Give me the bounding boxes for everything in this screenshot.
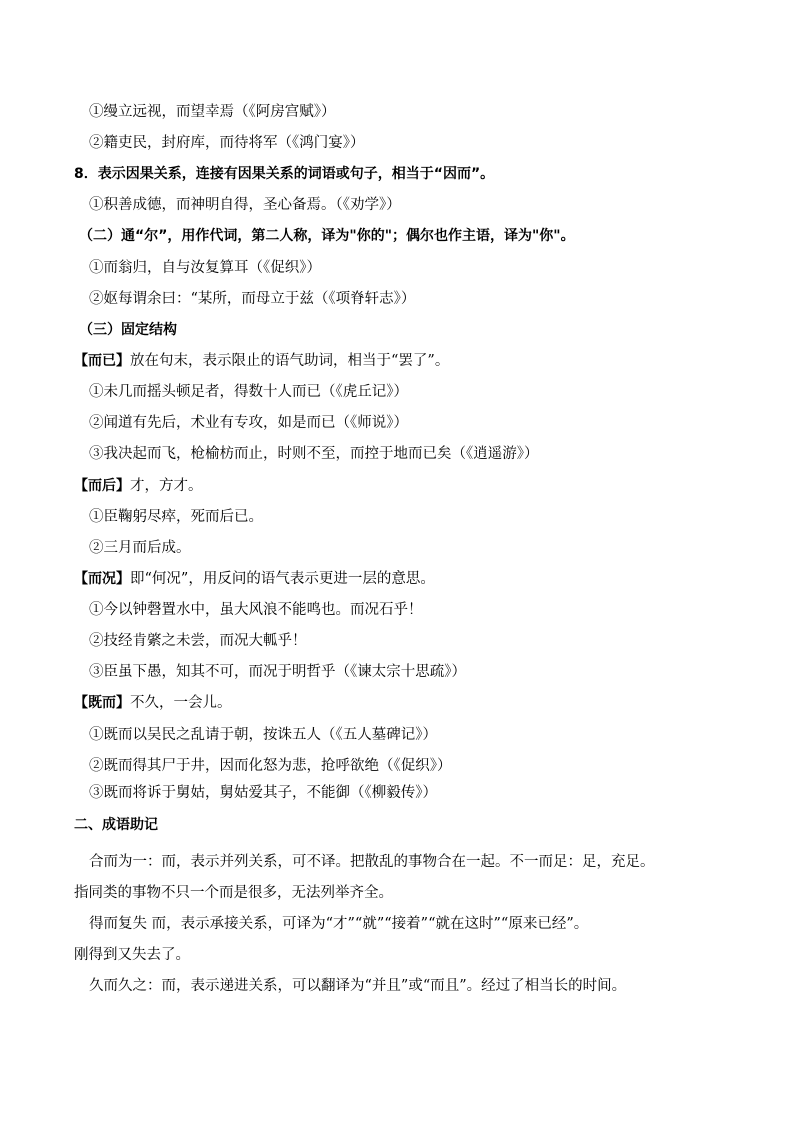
paragraph-line: 指同类的事物不只一个而是很多，无法列举齐全。	[74, 885, 393, 901]
structure-tag: 【而后】	[74, 478, 130, 494]
section-heading: （三）固定结构	[79, 322, 177, 338]
example-line: ③我决起而飞，枪榆枋而止，时则不至，而控于地而已矣（《逍遥游》）	[89, 446, 539, 462]
example-line: ①未几而摇头顿足者，得数十人而已（《虎丘记》）	[89, 384, 408, 400]
paragraph-line: 合而为一：而，表示并列关系，可不译。把散乱的事物合在一起。不一而足：足，充足。	[89, 854, 655, 870]
section-heading: 8．表示因果关系，连接有因果关系的词语或句子，相当于“因而”。	[74, 166, 495, 182]
example-line: ②妪每谓余曰：“某所，而母立于兹（《项脊轩志》）	[89, 291, 416, 307]
example-line: ①缦立远视，而望幸焉（《阿房宫赋》）	[89, 104, 336, 120]
structure-entry	[74, 351, 449, 371]
example-line: ②三月而后成。	[89, 540, 191, 556]
structure-tag: 【而况】	[74, 571, 130, 587]
example-line: ②技经肯綮之未尝，而况大軱乎！	[89, 633, 307, 649]
example-line: ③既而将诉于舅姑，舅姑爱其子，不能御（《柳毅传》）	[89, 785, 437, 801]
example-line: ①积善成德，而神明自得，圣心备焉。（《劝学》）	[89, 197, 401, 213]
example-line: ①既而以吴民之乱请于朝，按诛五人（《五人墓碑记》）	[89, 727, 437, 743]
example-line: ①臣鞠躬尽瘁，死而后已。	[89, 509, 263, 525]
structure-desc: 即“何况”，用反问的语气表示更进一层的意思。	[130, 571, 435, 587]
structure-entry	[74, 476, 203, 496]
structure-tag: 【既而】	[74, 695, 130, 711]
example-line: ①今以钟磬置水中，虽大风浪不能鸣也。而况石乎！	[89, 602, 423, 618]
structure-desc: 才，方才。	[130, 478, 203, 494]
structure-entry	[74, 693, 232, 713]
example-line: ②籍吏民，封府库，而待将军（《鸿门宴》）	[89, 135, 365, 151]
example-line: ③臣虽下愚，知其不可，而况于明哲乎（《谏太宗十思疏》）	[89, 664, 466, 680]
structure-entry	[74, 569, 435, 589]
example-line: ②既而得其尸于井，因而化怒为悲，抢呼欲绝（《促织》）	[89, 758, 452, 774]
paragraph-line: 久而久之：而，表示递进关系，可以翻译为“并且”或“而且”。经过了相当长的时间。	[89, 978, 627, 994]
structure-desc: 放在句末，表示限止的语气助词，相当于“罢了”。	[130, 353, 450, 369]
paragraph-line: 刚得到又失去了。	[74, 947, 190, 963]
example-line: ②闻道有先后，术业有专攻，如是而已（《师说》）	[89, 415, 408, 431]
example-line: ①而翁归，自与汝复算耳（《促织》）	[89, 260, 321, 276]
section-heading: （二）通“尔”，用作代词，第二人称，译为"你的"；偶尔也作主语，译为"你"。	[79, 228, 575, 244]
section-heading: 二、成语助记	[74, 817, 158, 833]
paragraph-line: 得而复失 而，表示承接关系，可译为“才”“就”“接着”“就在这时”“原来已经”。	[89, 916, 589, 932]
structure-tag: 【而已】	[74, 353, 130, 369]
structure-desc: 不久，一会儿。	[130, 695, 232, 711]
